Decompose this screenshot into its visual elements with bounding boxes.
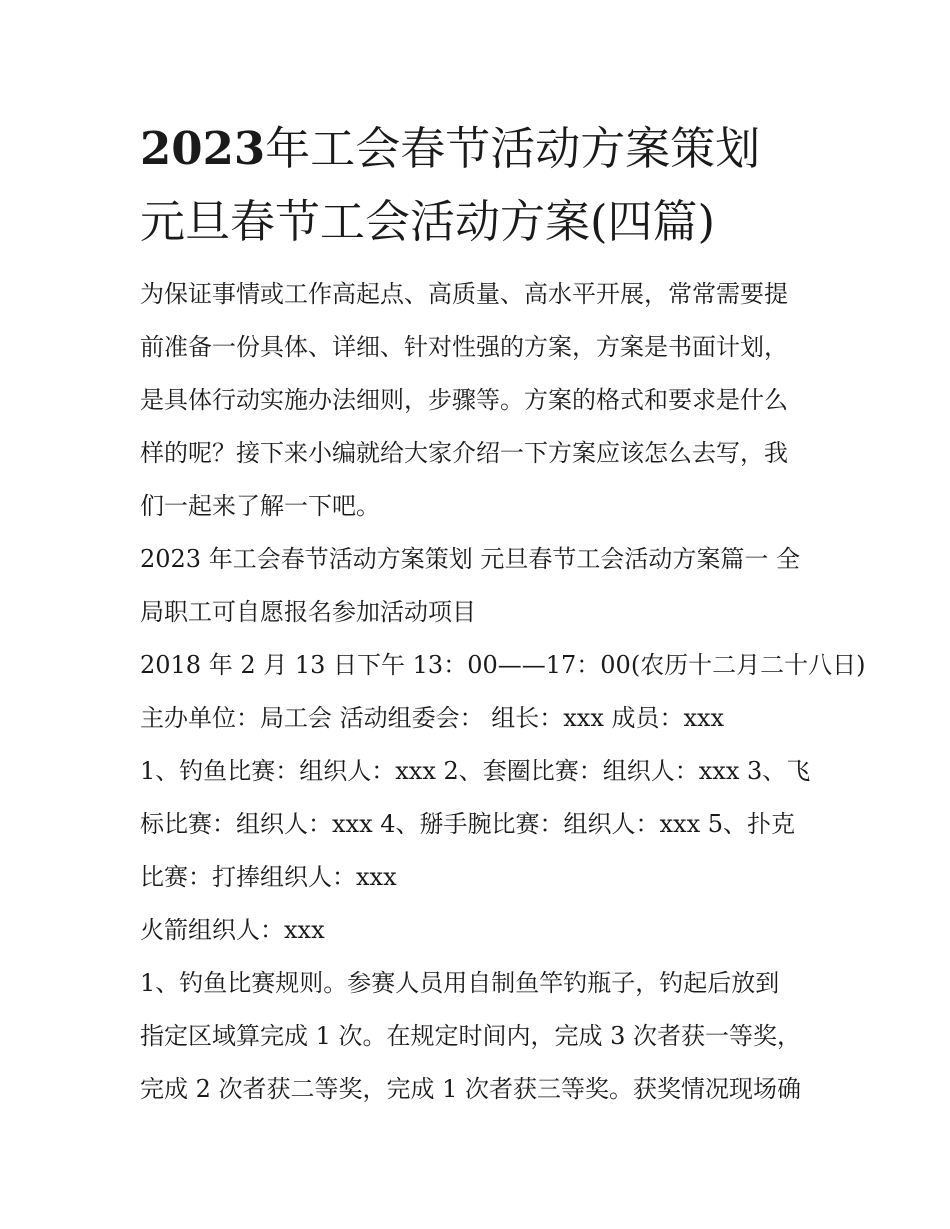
text-line: 比赛：打捧组织人：xxx — [140, 863, 397, 891]
text-line: 主办单位：局工会 活动组委会： 组长：xxx 成员：xxx — [140, 704, 725, 732]
text-line: 火箭组织人：xxx — [140, 916, 325, 944]
text-line: 们一起来了解一下吧。 — [140, 492, 380, 520]
document-title-line-1 — [140, 112, 820, 185]
text-line: 完成 2 次者获二等奖，完成 1 次者获三等奖。获奖情况现场确 — [140, 1075, 802, 1103]
text-line: 局职工可自愿报名参加活动项目 — [140, 598, 476, 626]
document-body — [140, 112, 866, 1116]
text-line: 样的呢？接下来小编就给大家介绍一下方案应该怎么去写，我 — [140, 439, 788, 467]
text-line: 前准备一份具体、详细、针对性强的方案，方案是书面计划， — [140, 333, 788, 361]
text-line: 为保证事情或工作高起点、高质量、高水平开展，常常需要提 — [140, 280, 788, 308]
text-line: 标比赛：组织人：xxx 4、掰手腕比赛：组织人：xxx 5、扑克 — [140, 810, 796, 838]
text-line: 1、钓鱼比赛规则。参赛人员用自制鱼竿钓瓶子，钓起后放到 — [140, 969, 780, 997]
document-title-line-2: 元旦春节工会活动方案(四篇) — [140, 195, 716, 248]
title-text: 年工会春节活动方案策划 — [265, 122, 761, 175]
text-line: 1、钓鱼比赛：组织人：xxx 2、套圈比赛：组织人：xxx 3、飞 — [140, 757, 811, 785]
text-line: 指定区域算完成 1 次。在规定时间内，完成 3 次者获一等奖， — [140, 1022, 802, 1050]
text-line: 是具体行动实施办法细则，步骤等。方案的格式和要求是什么 — [140, 386, 788, 414]
text-line: 2018 年 2 月 13 日下午 13：00——17：00(农历十二月二十八日) — [140, 651, 866, 679]
text-line: 2023 年工会春节活动方案策划 元旦春节工会活动方案篇一 全 — [140, 545, 800, 573]
title-year: 2023 — [140, 122, 266, 175]
title-spacer — [140, 258, 820, 268]
